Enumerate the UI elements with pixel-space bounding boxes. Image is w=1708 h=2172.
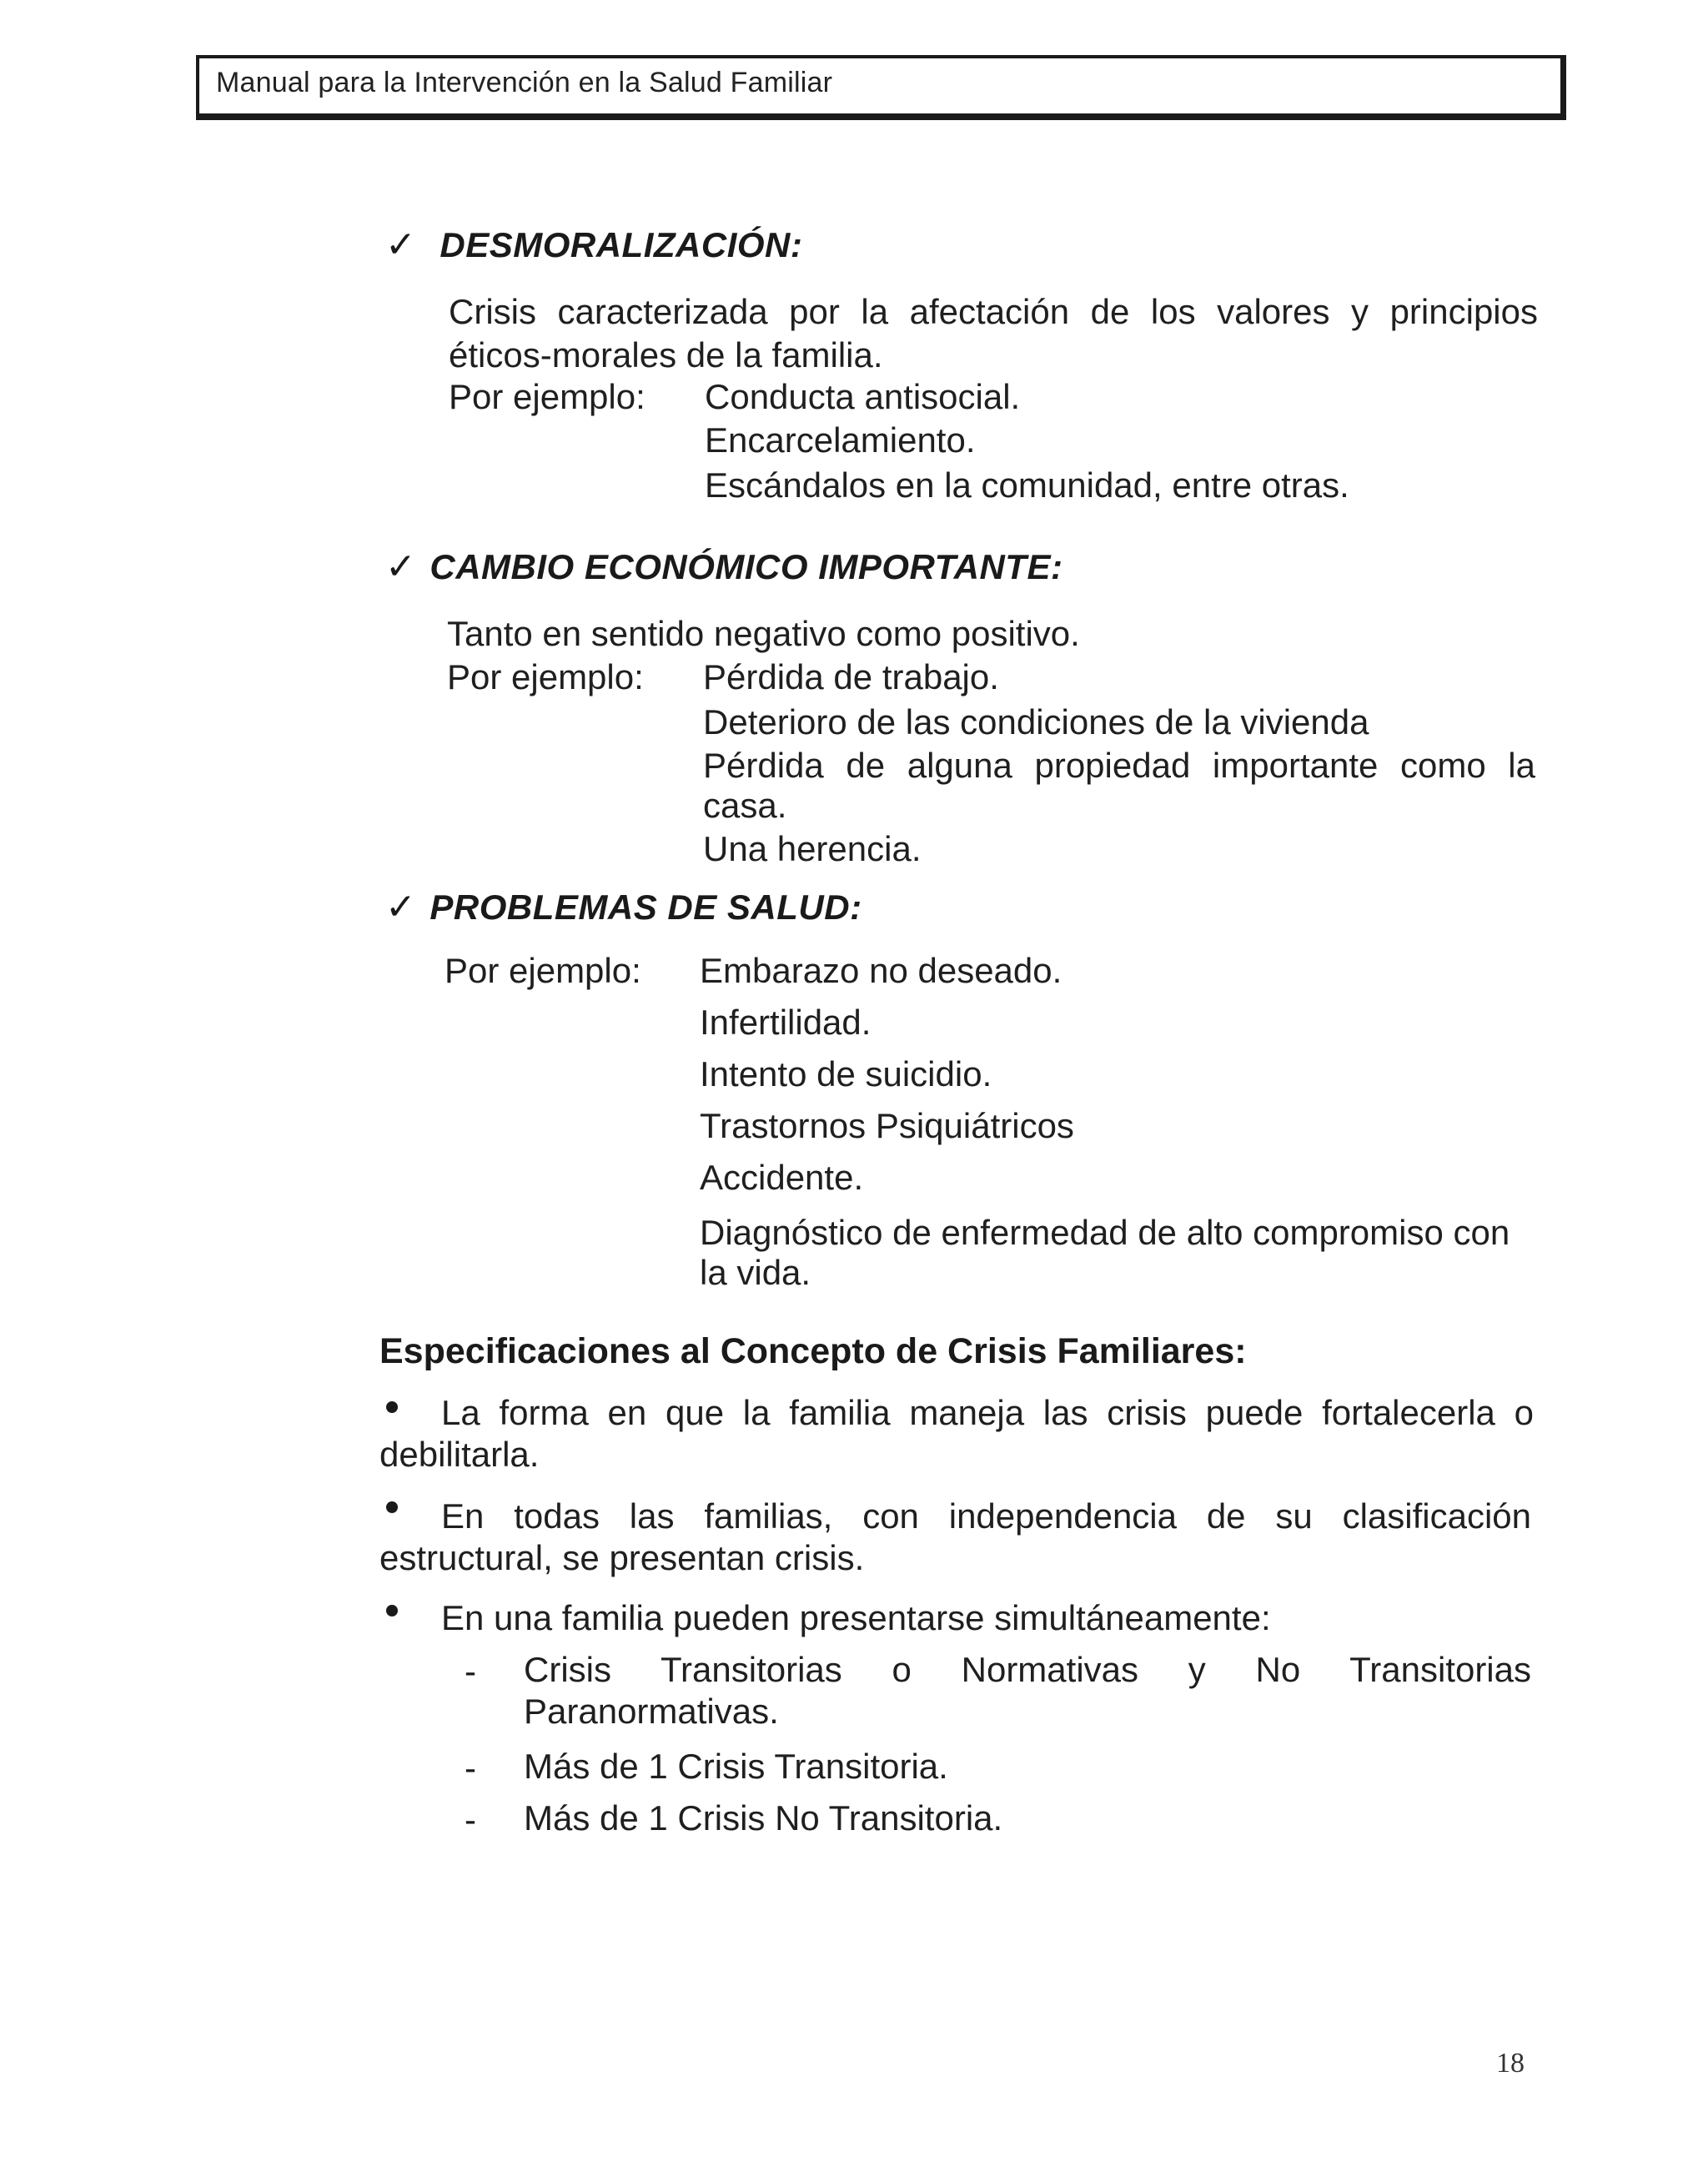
- example-item: Conducta antisocial.: [705, 377, 1021, 416]
- dash-item-line: Más de 1 Crisis Transitoria.: [524, 1747, 948, 1786]
- section-description-line: éticos-morales de la familia.: [449, 335, 883, 375]
- example-item: Pérdida de alguna propiedad importante como la: [703, 746, 1535, 785]
- dash-marker: -: [465, 1748, 476, 1787]
- bullet-text-line: estructural, se presentan crisis.: [379, 1538, 865, 1577]
- dash-marker: -: [465, 1800, 476, 1839]
- example-item: Una herencia.: [703, 829, 922, 868]
- example-item: Intento de suicidio.: [700, 1054, 992, 1094]
- example-item: Pérdida de trabajo.: [703, 657, 999, 696]
- section-description-line: Crisis caracterizada por la afectación de los valores y principios: [449, 292, 1538, 331]
- dash-marker: -: [465, 1652, 476, 1691]
- bullet-text-line: En una familia pueden presentarse simultáneamente:: [441, 1598, 1271, 1637]
- page-number: 18: [1496, 2048, 1525, 2079]
- example-label: Por ejemplo:: [447, 657, 644, 696]
- example-item: la vida.: [700, 1253, 811, 1292]
- example-item: Escándalos en la comunidad, entre otras.: [705, 465, 1349, 505]
- example-item: Infertilidad.: [700, 1003, 872, 1042]
- section-heading-cambio-economico: ✓ CAMBIO ECONÓMICO IMPORTANTE:: [385, 546, 1063, 587]
- section-heading-problemas-salud: ✓ PROBLEMAS DE SALUD:: [385, 887, 862, 928]
- bullet-icon: [386, 1605, 398, 1616]
- section-heading-desmoralizacion: ✓ DESMORALIZACIÓN:: [385, 224, 803, 265]
- example-item: Trastornos Psiquiátricos: [700, 1106, 1074, 1145]
- check-icon: ✓: [385, 224, 417, 265]
- check-icon: ✓: [385, 887, 417, 928]
- running-header: [196, 55, 1566, 120]
- example-item: Encarcelamiento.: [705, 420, 976, 460]
- bullet-text-line: debilitarla.: [379, 1435, 540, 1474]
- section-description-line: Tanto en sentido negativo como positivo.: [447, 614, 1080, 653]
- specifications-title: Especificaciones al Concepto de Crisis Familiares:: [379, 1331, 1247, 1371]
- bullet-icon: [386, 1501, 398, 1513]
- example-item: casa.: [703, 786, 787, 825]
- example-item: Embarazo no deseado.: [700, 951, 1062, 990]
- dash-item-line: Crisis Transitorias o Normativas y No Transitorias: [524, 1650, 1531, 1689]
- example-item: Deterioro de las condiciones de la vivienda: [703, 702, 1369, 742]
- check-icon: ✓: [385, 546, 417, 587]
- dash-item-line: Más de 1 Crisis No Transitoria.: [524, 1798, 1003, 1838]
- bullet-text-line: En todas las familias, con independencia de su clasificación: [441, 1496, 1531, 1536]
- header-title: Manual para la Intervención en la Salud Familiar: [216, 67, 833, 98]
- example-label: Por ejemplo:: [445, 951, 641, 990]
- bullet-text-line: La forma en que la familia maneja las crisis puede fortalecerla o: [441, 1393, 1534, 1432]
- example-item: Diagnóstico de enfermedad de alto compromiso con: [700, 1213, 1510, 1252]
- example-label: Por ejemplo:: [449, 377, 646, 416]
- bullet-icon: [386, 1401, 398, 1413]
- example-item: Accidente.: [700, 1158, 864, 1197]
- dash-item-line: Paranormativas.: [524, 1692, 779, 1731]
